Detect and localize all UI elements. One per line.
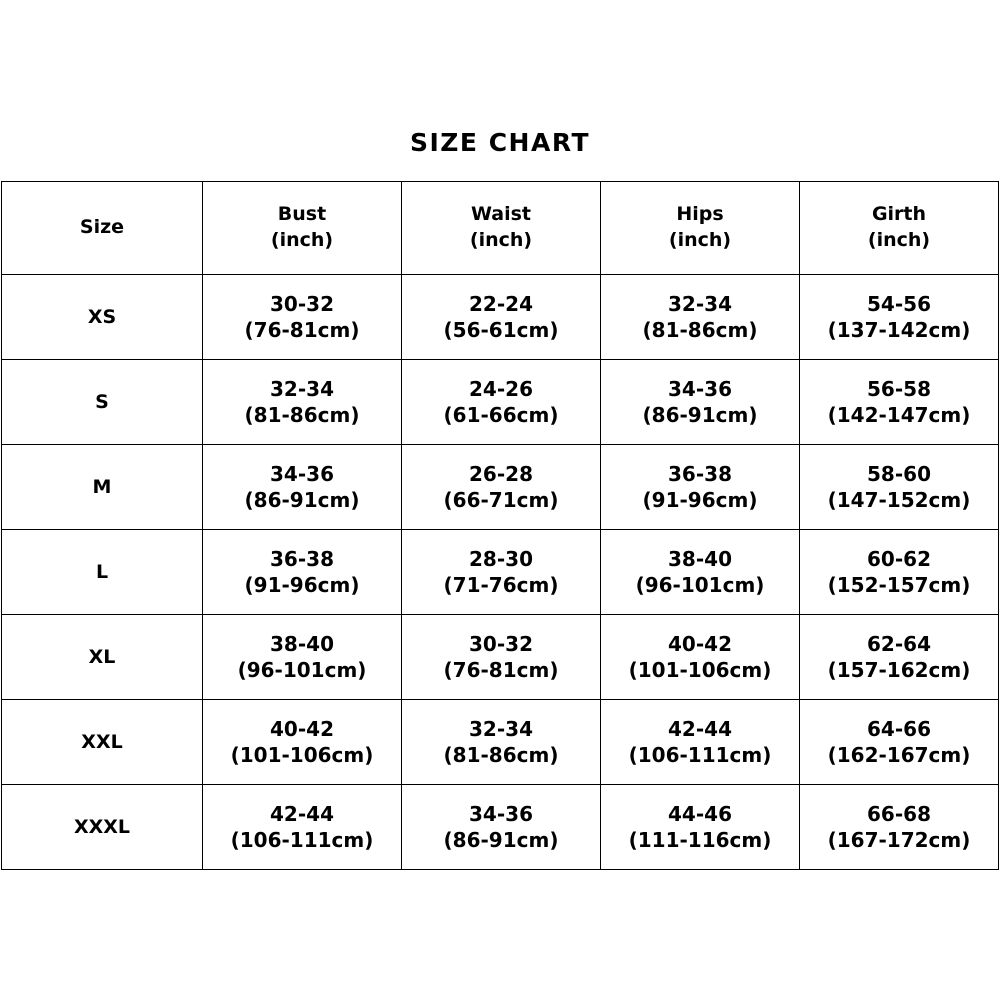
cell-hips-cm: (106-111cm)	[628, 743, 772, 767]
cell-waist	[402, 360, 601, 445]
column-header-girth	[800, 182, 999, 275]
cell-bust-inch: 38-40	[270, 632, 334, 656]
cell-girth	[800, 785, 999, 870]
cell-bust-inch: 36-38	[270, 547, 334, 571]
cell-bust-inch: 40-42	[270, 717, 334, 741]
cell-hips	[601, 360, 800, 445]
column-header-waist	[402, 182, 601, 275]
cell-bust	[203, 785, 402, 870]
cell-waist-inch: 28-30	[469, 547, 533, 571]
cell-waist	[402, 445, 601, 530]
cell-bust-cm: (91-96cm)	[244, 573, 360, 597]
cell-bust-cm: (76-81cm)	[244, 318, 360, 342]
column-header-hips-line1: Hips	[676, 203, 724, 226]
cell-girth-inch: 58-60	[867, 462, 931, 486]
cell-bust-inch: 42-44	[270, 802, 334, 826]
cell-hips-cm: (111-116cm)	[628, 828, 772, 852]
cell-waist-inch: 22-24	[469, 292, 533, 316]
column-header-bust-line1: Bust	[277, 203, 327, 226]
table-row	[2, 275, 999, 360]
cell-hips-inch: 32-34	[668, 292, 732, 316]
cell-hips-cm: (86-91cm)	[642, 403, 758, 427]
cell-girth-cm: (147-152cm)	[827, 488, 971, 512]
table-row	[2, 445, 999, 530]
cell-girth-cm: (142-147cm)	[827, 403, 971, 427]
cell-bust-cm: (96-101cm)	[237, 658, 367, 682]
cell-size: M	[2, 445, 203, 530]
table-row	[2, 615, 999, 700]
cell-size: S	[2, 360, 203, 445]
cell-bust	[203, 615, 402, 700]
table-body	[2, 275, 999, 870]
cell-bust-inch: 30-32	[270, 292, 334, 316]
cell-waist	[402, 785, 601, 870]
cell-hips	[601, 785, 800, 870]
cell-size: L	[2, 530, 203, 615]
column-header-waist-line1: Waist	[470, 203, 531, 226]
column-header-size	[2, 182, 203, 275]
cell-hips-inch: 38-40	[668, 547, 732, 571]
cell-bust-cm: (86-91cm)	[244, 488, 360, 512]
cell-hips	[601, 615, 800, 700]
table-header	[2, 182, 999, 275]
cell-hips-cm: (101-106cm)	[628, 658, 772, 682]
cell-bust-cm: (106-111cm)	[230, 828, 374, 852]
cell-bust	[203, 700, 402, 785]
table-row	[2, 700, 999, 785]
cell-girth-inch: 64-66	[867, 717, 931, 741]
cell-girth	[800, 275, 999, 360]
cell-waist	[402, 530, 601, 615]
column-header-hips-line2: (inch)	[668, 229, 732, 251]
column-header-girth-line1: Girth	[871, 203, 927, 226]
cell-girth	[800, 530, 999, 615]
cell-girth	[800, 615, 999, 700]
cell-girth-cm: (157-162cm)	[827, 658, 971, 682]
column-header-bust-line2: (inch)	[270, 229, 334, 251]
cell-waist-cm: (56-61cm)	[443, 318, 559, 342]
cell-waist-inch: 26-28	[469, 462, 533, 486]
table-header-row	[2, 182, 999, 275]
cell-girth-inch: 60-62	[867, 547, 931, 571]
cell-hips-cm: (81-86cm)	[642, 318, 758, 342]
cell-bust-inch: 32-34	[270, 377, 334, 401]
cell-hips-inch: 44-46	[668, 802, 732, 826]
column-header-waist-line2: (inch)	[469, 229, 533, 251]
cell-waist-inch: 24-26	[469, 377, 533, 401]
table-row	[2, 360, 999, 445]
cell-size: XXXL	[2, 785, 203, 870]
cell-girth	[800, 445, 999, 530]
cell-hips	[601, 445, 800, 530]
cell-girth-inch: 62-64	[867, 632, 931, 656]
cell-bust-cm: (81-86cm)	[244, 403, 360, 427]
cell-girth	[800, 700, 999, 785]
column-header-girth-line2: (inch)	[867, 229, 931, 251]
size-chart-table	[1, 181, 999, 870]
cell-girth-inch: 56-58	[867, 377, 931, 401]
cell-waist-cm: (66-71cm)	[443, 488, 559, 512]
cell-bust-cm: (101-106cm)	[230, 743, 374, 767]
cell-waist-cm: (81-86cm)	[443, 743, 559, 767]
cell-waist-inch: 30-32	[469, 632, 533, 656]
cell-hips	[601, 700, 800, 785]
cell-waist	[402, 700, 601, 785]
cell-bust	[203, 360, 402, 445]
cell-girth-inch: 54-56	[867, 292, 931, 316]
cell-hips-inch: 34-36	[668, 377, 732, 401]
cell-waist-cm: (76-81cm)	[443, 658, 559, 682]
cell-girth-cm: (152-157cm)	[827, 573, 971, 597]
cell-waist-cm: (71-76cm)	[443, 573, 559, 597]
cell-waist	[402, 615, 601, 700]
table-row	[2, 785, 999, 870]
cell-hips-cm: (96-101cm)	[635, 573, 765, 597]
column-header-size-line1: Size	[79, 216, 125, 239]
cell-hips-cm: (91-96cm)	[642, 488, 758, 512]
cell-bust-inch: 34-36	[270, 462, 334, 486]
cell-bust	[203, 445, 402, 530]
cell-hips-inch: 42-44	[668, 717, 732, 741]
cell-waist-cm: (86-91cm)	[443, 828, 559, 852]
cell-girth-inch: 66-68	[867, 802, 931, 826]
cell-size: XS	[2, 275, 203, 360]
cell-girth-cm: (162-167cm)	[827, 743, 971, 767]
cell-waist-inch: 32-34	[469, 717, 533, 741]
cell-size: XXL	[2, 700, 203, 785]
cell-bust	[203, 530, 402, 615]
cell-hips-inch: 40-42	[668, 632, 732, 656]
cell-girth	[800, 360, 999, 445]
cell-girth-cm: (137-142cm)	[827, 318, 971, 342]
cell-bust	[203, 275, 402, 360]
cell-girth-cm: (167-172cm)	[827, 828, 971, 852]
column-header-hips	[601, 182, 800, 275]
column-header-bust	[203, 182, 402, 275]
cell-waist-inch: 34-36	[469, 802, 533, 826]
cell-size: XL	[2, 615, 203, 700]
cell-hips	[601, 530, 800, 615]
table-row	[2, 530, 999, 615]
cell-hips-inch: 36-38	[668, 462, 732, 486]
cell-hips	[601, 275, 800, 360]
page-title: SIZE CHART	[409, 128, 590, 157]
size-table-container	[3, 181, 998, 870]
cell-waist-cm: (61-66cm)	[443, 403, 559, 427]
cell-waist	[402, 275, 601, 360]
